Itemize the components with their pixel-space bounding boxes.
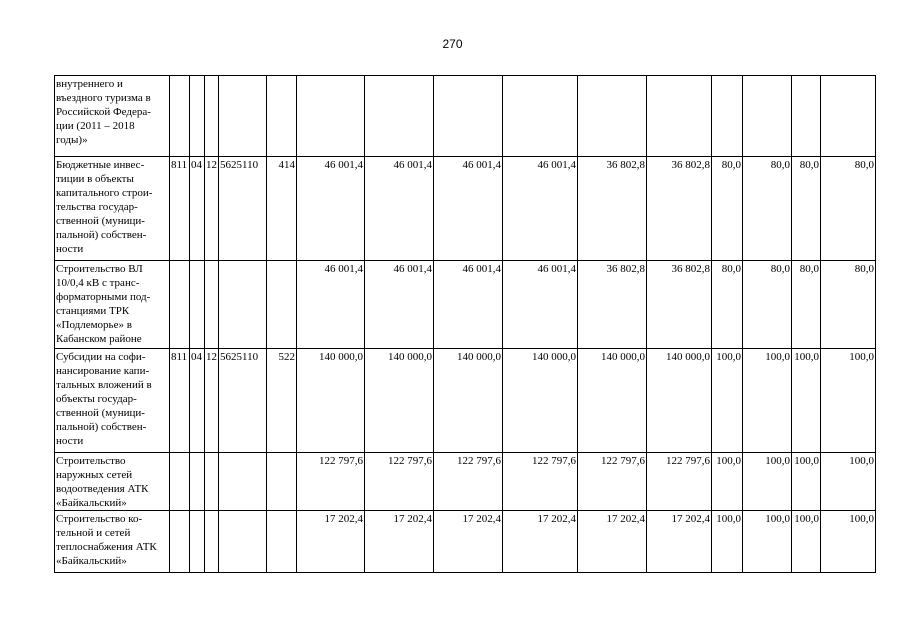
amount-4: 17 202,4 <box>503 511 578 573</box>
percent-2 <box>743 76 792 157</box>
percent-3 <box>792 76 821 157</box>
grbs-code <box>170 453 190 511</box>
percent-4: 100,0 <box>821 349 876 453</box>
amount-5: 17 202,4 <box>578 511 647 573</box>
expense-type-code <box>267 511 297 573</box>
item-name: Строительство наружных сетей водоотведения АТК «Байкальский» <box>55 453 170 511</box>
amount-4 <box>503 76 578 157</box>
percent-4: 100,0 <box>821 453 876 511</box>
section-code: 04 <box>190 349 205 453</box>
percent-4: 80,0 <box>821 261 876 349</box>
subsection-code <box>205 453 219 511</box>
expense-type-code: 414 <box>267 157 297 261</box>
amount-1: 17 202,4 <box>297 511 365 573</box>
amount-3: 17 202,4 <box>434 511 503 573</box>
page-number: 270 <box>442 37 463 51</box>
target-article-code <box>219 511 267 573</box>
subsection-code <box>205 76 219 157</box>
percent-1: 80,0 <box>712 261 743 349</box>
target-article-code: 5625110 <box>219 349 267 453</box>
amount-4: 122 797,6 <box>503 453 578 511</box>
expense-type-code <box>267 76 297 157</box>
target-article-code <box>219 261 267 349</box>
section-code: 04 <box>190 157 205 261</box>
percent-1: 100,0 <box>712 349 743 453</box>
grbs-code <box>170 511 190 573</box>
amount-3: 46 001,4 <box>434 261 503 349</box>
amount-2: 46 001,4 <box>365 157 434 261</box>
table-row <box>55 511 876 573</box>
expense-type-code: 522 <box>267 349 297 453</box>
amount-2: 46 001,4 <box>365 261 434 349</box>
target-article-code <box>219 453 267 511</box>
percent-3: 100,0 <box>792 349 821 453</box>
percent-1: 100,0 <box>712 453 743 511</box>
amount-2: 17 202,4 <box>365 511 434 573</box>
table-row <box>55 157 876 261</box>
amount-5: 140 000,0 <box>578 349 647 453</box>
target-article-code <box>219 76 267 157</box>
amount-6: 122 797,6 <box>647 453 712 511</box>
amount-2: 140 000,0 <box>365 349 434 453</box>
percent-3: 80,0 <box>792 261 821 349</box>
grbs-code <box>170 261 190 349</box>
amount-5: 36 802,8 <box>578 157 647 261</box>
percent-2: 100,0 <box>743 349 792 453</box>
subsection-code: 12 <box>205 349 219 453</box>
amount-4: 140 000,0 <box>503 349 578 453</box>
percent-3: 100,0 <box>792 511 821 573</box>
percent-4 <box>821 76 876 157</box>
item-name: Строительство ко-тельной и сетей теплоснабжения АТК «Байкальский» <box>55 511 170 573</box>
item-name: Строительство ВЛ 10/0,4 кВ с транс-форматорными под-станциями ТРК «Подлеморье» в Кабанском районе <box>55 261 170 349</box>
section-code <box>190 511 205 573</box>
percent-2: 100,0 <box>743 511 792 573</box>
amount-1 <box>297 76 365 157</box>
amount-1: 140 000,0 <box>297 349 365 453</box>
amount-1: 122 797,6 <box>297 453 365 511</box>
amount-1: 46 001,4 <box>297 261 365 349</box>
table-row <box>55 76 876 157</box>
expense-type-code <box>267 453 297 511</box>
target-article-code: 5625110 <box>219 157 267 261</box>
amount-5: 122 797,6 <box>578 453 647 511</box>
amount-2: 122 797,6 <box>365 453 434 511</box>
grbs-code <box>170 76 190 157</box>
subsection-code <box>205 511 219 573</box>
amount-3: 140 000,0 <box>434 349 503 453</box>
amount-4: 46 001,4 <box>503 261 578 349</box>
table-row <box>55 261 876 349</box>
percent-3: 80,0 <box>792 157 821 261</box>
amount-6: 36 802,8 <box>647 157 712 261</box>
subsection-code: 12 <box>205 157 219 261</box>
section-code <box>190 453 205 511</box>
percent-1: 100,0 <box>712 511 743 573</box>
subsection-code <box>205 261 219 349</box>
item-name: Бюджетные инвес-тиции в объекты капитального строи-тельства государ-ственной (муници-пальной) собствен-ности <box>55 157 170 261</box>
amount-6: 36 802,8 <box>647 261 712 349</box>
amount-6 <box>647 76 712 157</box>
percent-3: 100,0 <box>792 453 821 511</box>
percent-2: 100,0 <box>743 453 792 511</box>
percent-2: 80,0 <box>743 157 792 261</box>
amount-5: 36 802,8 <box>578 261 647 349</box>
amount-1: 46 001,4 <box>297 157 365 261</box>
amount-3: 46 001,4 <box>434 157 503 261</box>
item-name: внутреннего и въездного туризма в Российской Федера-ции (2011 – 2018 годы)» <box>55 76 170 157</box>
percent-1: 80,0 <box>712 157 743 261</box>
table-row <box>55 453 876 511</box>
amount-3: 122 797,6 <box>434 453 503 511</box>
amount-2 <box>365 76 434 157</box>
percent-4: 80,0 <box>821 157 876 261</box>
percent-1 <box>712 76 743 157</box>
amount-6: 140 000,0 <box>647 349 712 453</box>
amount-6: 17 202,4 <box>647 511 712 573</box>
expense-type-code <box>267 261 297 349</box>
item-name: Субсидии на софи-нансирование капи-тальных вложений в объекты государ-ственной (муници-пальной) собствен-ности <box>55 349 170 453</box>
percent-2: 80,0 <box>743 261 792 349</box>
section-code <box>190 261 205 349</box>
grbs-code: 811 <box>170 349 190 453</box>
grbs-code: 811 <box>170 157 190 261</box>
section-code <box>190 76 205 157</box>
amount-4: 46 001,4 <box>503 157 578 261</box>
amount-3 <box>434 76 503 157</box>
amount-5 <box>578 76 647 157</box>
percent-4: 100,0 <box>821 511 876 573</box>
budget-table <box>54 75 876 573</box>
table-row <box>55 349 876 453</box>
